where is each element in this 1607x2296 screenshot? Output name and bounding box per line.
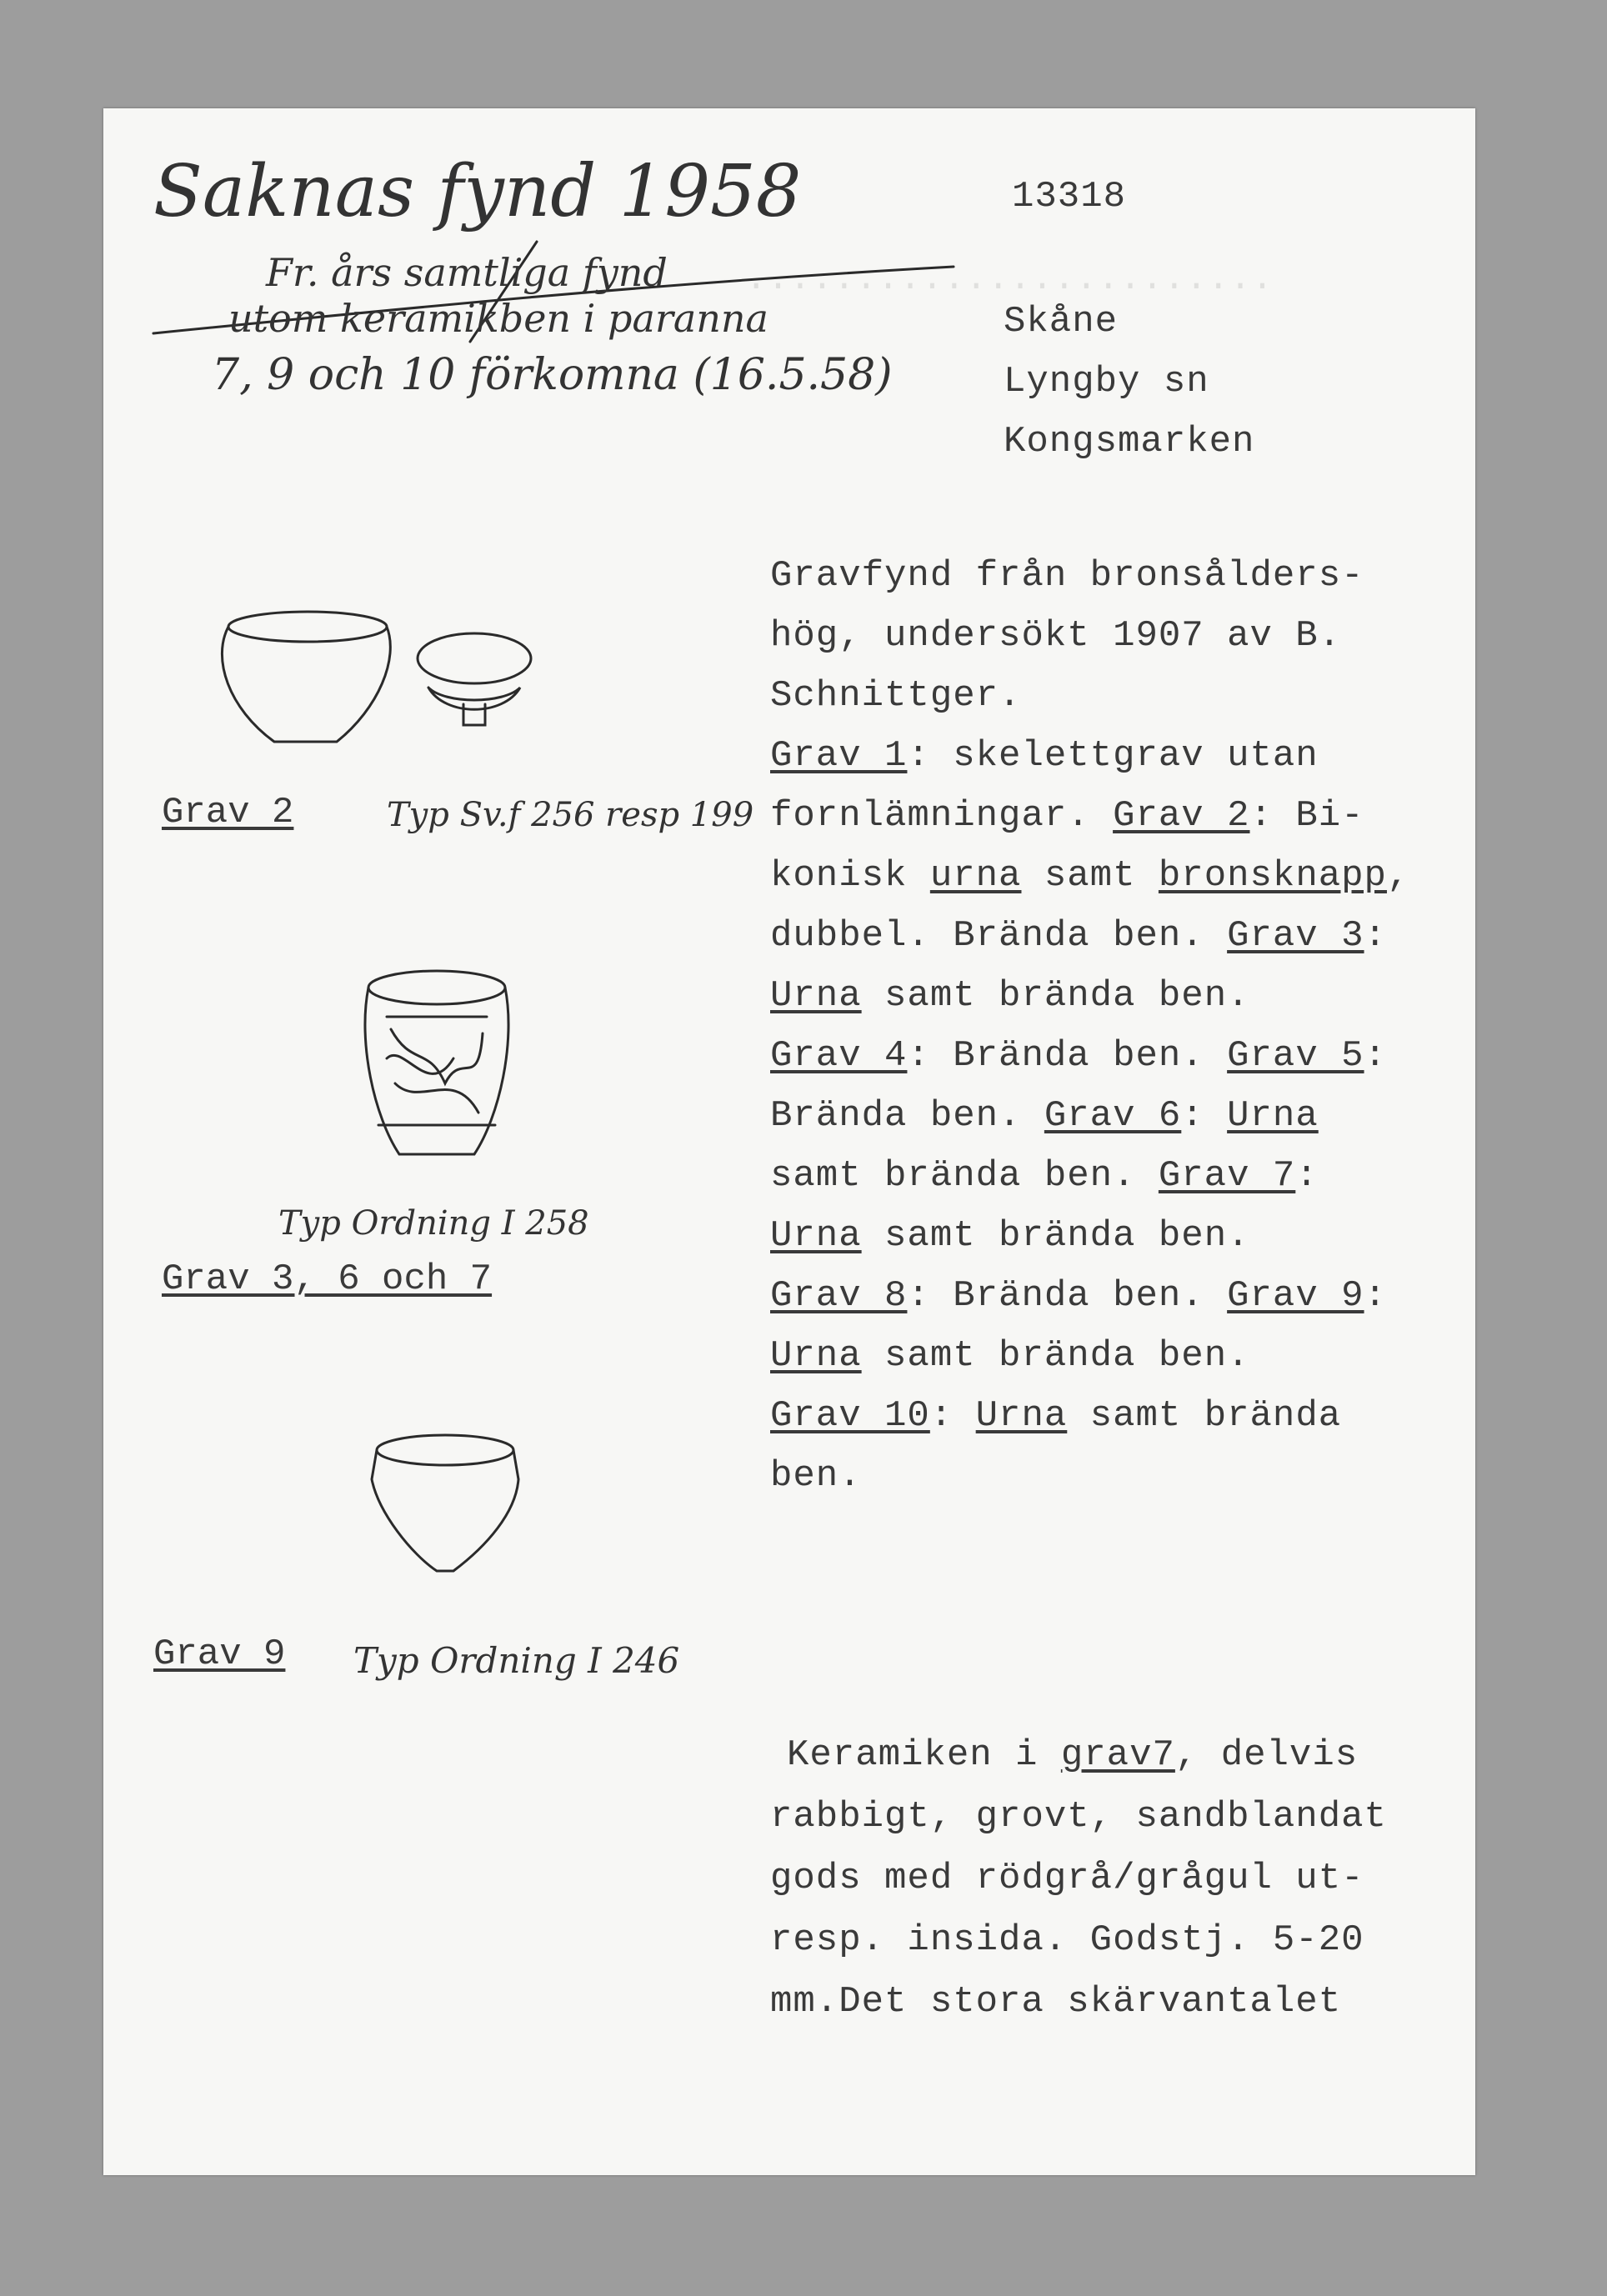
grave-text: : [1181,1095,1228,1137]
handwritten-type-grav2: Typ Sv.f 256 resp 199 [387,796,754,834]
grave-text: : [1295,1155,1319,1197]
find-term: Urna [770,1215,862,1257]
grave-5-line [770,1086,1319,1146]
keramik-line [787,1725,1358,1785]
grave-text: : skelettgrav utan [907,735,1319,777]
grave-7-line [770,1206,1250,1266]
handwritten-type-grav9: Typ Ordning I 246 [353,1640,680,1681]
grave-2-line [770,786,1364,846]
grave-text: , [1386,855,1410,897]
keramik-line: rabbigt, grovt, sandblandat [770,1796,1387,1838]
grave-text: konisk [770,855,930,897]
grave-4-line [770,1026,1387,1086]
handwritten-type-grav3: Typ Ordning I 258 [278,1204,589,1243]
grave-label: Grav 9 [1227,1275,1364,1317]
grave-2-cont-line [770,846,1409,906]
grave-label: Grav 4 [770,1035,908,1077]
urn-sketch-grav9 [362,1429,528,1588]
catalog-number: 13318 [1012,176,1127,218]
find-term: urna [929,855,1022,897]
handwritten-note-line2: utom keramikben i paranna [228,296,768,341]
grave-label: Grav 10 [770,1395,930,1437]
keramik-line: resp. insida. Godstj. 5-20 [770,1919,1364,1961]
grave-label: Grav 8 [770,1275,908,1317]
grave-6-line [770,1146,1319,1206]
grave-text: samt brända [1067,1395,1342,1437]
find-term: Urna [975,1395,1068,1437]
grave-1-line [770,726,1319,786]
grave-9-line [770,1326,1250,1386]
location-site: Kongsmarken [1004,421,1255,463]
caption-grav9: Grav 9 [153,1633,286,1675]
keramik-text: Keramiken i [787,1734,1061,1776]
urn-sketch-grav3 [353,967,520,1167]
urn-sketch-grav2 [212,608,403,767]
caption-grav3: Grav 3, 6 och 7 [162,1258,493,1300]
grave-label: Grav 2 [1113,795,1250,837]
find-term: Urna [770,1335,862,1377]
grave-text: : [1364,915,1387,957]
handwritten-note-line1: Fr. års samtliga fynd [266,250,668,295]
grave-label: Grav 1 [770,735,908,777]
grave-text: Brända ben. [770,1095,1044,1137]
find-term: Urna [1227,1095,1319,1137]
grave-label: Grav 6 [1044,1095,1182,1137]
grave-text: : Bi- [1249,795,1364,837]
grave-label: Grav 5 [1227,1035,1364,1077]
grave-text: samt brända ben. [861,1215,1250,1257]
grave-text: fornlämningar. [770,795,1114,837]
catalog-card [103,108,1475,2175]
keramik-line: mm.Det stora skärvantalet [770,1981,1342,2023]
grave-text: samt brända ben. [861,975,1250,1017]
grave-10-line [770,1386,1341,1446]
caption-grav2: Grav 2 [162,792,294,833]
grave-text: : [1364,1035,1387,1077]
grave-3-cont-line [770,966,1250,1026]
grave-text: : [1364,1275,1387,1317]
grave-text: samt brända ben. [861,1335,1250,1377]
keramik-grave-ref: grav7 [1060,1734,1175,1776]
keramik-line: gods med rödgrå/grågul ut- [770,1858,1364,1899]
grave-label: Grav 3 [1227,915,1364,957]
grave-label: Grav 7 [1158,1155,1296,1197]
grave-3-line [770,906,1387,966]
handwritten-heading: Saknas fynd 1958 [153,150,802,233]
grave-text: samt brända ben. [770,1155,1159,1197]
description-line: Schnittger. [770,675,1022,717]
grave-8-line [770,1266,1387,1326]
description-line: hög, undersökt 1907 av B. [770,615,1342,657]
location-parish: Lyngby sn [1004,361,1209,403]
show-through-text: ........................ [745,258,1274,300]
grave-10-cont-line: ben. [770,1455,862,1497]
grave-text: : Brända ben. [907,1035,1228,1077]
bronze-button-sketch [412,625,537,742]
grave-text: samt [1021,855,1159,897]
grave-text: : [929,1395,976,1437]
grave-text: : Brända ben. [907,1275,1228,1317]
find-term: bronsknapp [1158,855,1387,897]
find-term: Urna [770,975,862,1017]
description-line: Gravfynd från bronsålders- [770,555,1364,597]
keramik-text: , delvis [1174,1734,1359,1776]
grave-text: dubbel. Brända ben. [770,915,1228,957]
location-province: Skåne [1004,301,1119,343]
handwritten-note-line3: 7, 9 och 10 förkomna (16.5.58) [212,350,893,400]
